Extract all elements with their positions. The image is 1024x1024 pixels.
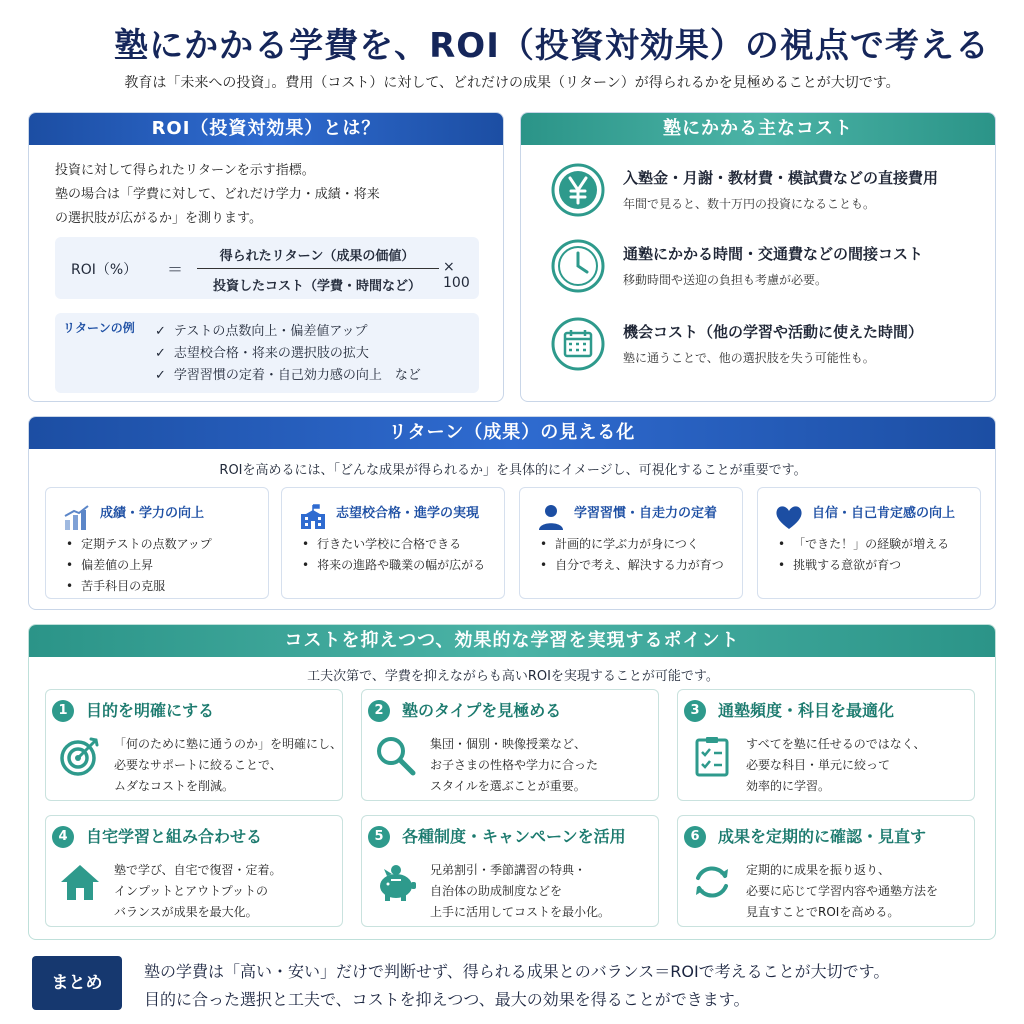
return-card-habits xyxy=(519,487,743,599)
point-line: 必要な科目・単元に絞って xyxy=(746,758,891,772)
formula-multiplier: × 100 xyxy=(443,259,470,291)
return-title: 学習習慣・自走力の定着 xyxy=(574,506,718,521)
point-title: 目的を明確にする xyxy=(86,701,215,720)
point-line: 必要なサポートに絞ることで、 xyxy=(114,758,282,772)
roi-description xyxy=(55,159,380,231)
return-item: • 挑戦する意欲が育つ xyxy=(778,555,949,576)
point-line: 塾で学び、自宅で復習・定着。 xyxy=(114,863,282,877)
point-number: 6 xyxy=(684,826,706,848)
points-lead: 工夫次第で、学費を抑えながらも高いROIを実現することが可能です。 xyxy=(307,669,719,684)
return-item: • 自分で考え、解決する力が育つ xyxy=(540,555,724,576)
cost-item-direct xyxy=(551,163,981,223)
piggy-bank-icon xyxy=(374,860,418,904)
example-item: ✓ テストの点数向上・偏差値アップ xyxy=(155,321,421,343)
cost-title: 入塾金・月謝・教材費・模試費などの直接費用 xyxy=(623,169,939,187)
return-item: • 偏差値の上昇 xyxy=(66,555,212,576)
point-line: スタイルを選ぶことが重要。 xyxy=(430,779,586,793)
point-title: 塾のタイプを見極める xyxy=(402,701,562,720)
point-number: 5 xyxy=(368,826,390,848)
school-icon xyxy=(298,502,328,532)
point-card-3 xyxy=(677,689,975,801)
clock-icon xyxy=(551,239,605,293)
return-card-admission xyxy=(281,487,505,599)
cost-item-opportunity xyxy=(551,317,981,377)
roi-formula xyxy=(55,237,479,299)
point-line: すべてを塾に任せるのではなく、 xyxy=(746,737,926,751)
yen-icon xyxy=(551,163,605,217)
point-line: 兄弟割引・季節講習の特典・ xyxy=(430,863,587,877)
point-card-6 xyxy=(677,815,975,927)
return-title: 志望校合格・進学の実現 xyxy=(336,506,480,521)
point-text xyxy=(746,860,938,923)
summary-line: 目的に合った選択と工夫で、コストを抑えつつ、最大の効果を得ることができます。 xyxy=(144,990,750,1009)
checklist-icon xyxy=(690,734,734,778)
return-title: 自信・自己肯定感の向上 xyxy=(812,506,956,521)
summary-line: 塾の学費は「高い・安い」だけで判断せず、得られる成果とのバランス＝ROIで考えることが大切です。 xyxy=(144,962,890,981)
return-item: • 行きたい学校に合格できる xyxy=(302,534,485,555)
magnifier-icon xyxy=(374,734,418,778)
roi-panel xyxy=(28,112,504,402)
cost-text: 年間で見ると、数十万円の投資になることも。 xyxy=(623,197,876,211)
roi-desc-line: 投資に対して得られたリターンを示す指標。 xyxy=(55,163,315,178)
return-item: • 「できた！」の経験が増える xyxy=(778,534,949,555)
point-line: 定期的に成果を振り返り、 xyxy=(746,863,891,877)
return-list xyxy=(302,534,485,576)
roi-heading: ROI（投資対効果）とは？ xyxy=(29,113,503,145)
point-line: バランスが成果を最大化。 xyxy=(114,905,258,919)
cost-panel xyxy=(520,112,996,402)
point-card-4 xyxy=(45,815,343,927)
point-line: 効率的に学習。 xyxy=(746,779,831,793)
cost-text: 塾に通うことで、他の選択肢を失う可能性も。 xyxy=(623,351,875,365)
formula-label: ROI（%） xyxy=(71,262,138,278)
example-item: ✓ 志望校合格・将来の選択肢の拡大 xyxy=(155,343,421,365)
target-icon xyxy=(58,734,102,778)
point-line: お子さまの性格や学力に合った xyxy=(430,758,599,772)
return-card-confidence xyxy=(757,487,981,599)
points-panel xyxy=(28,624,996,940)
point-text xyxy=(746,734,926,797)
returns-panel xyxy=(28,416,996,610)
roi-desc-line: の選択肢が広がるか」を測ります。 xyxy=(55,211,262,226)
point-text xyxy=(430,860,610,923)
point-title: 通塾頻度・科目を最適化 xyxy=(718,701,895,720)
page-title: 塾にかかる学費を、ROI（投資対効果）の視点で考える xyxy=(114,26,990,66)
point-line: ムダなコストを削減。 xyxy=(114,779,235,793)
return-item: • 計画的に学ぶ力が身につく xyxy=(540,534,724,555)
formula-numerator: 得られたリターン（成果の価値） xyxy=(219,249,415,264)
return-item: • 苦手科目の克服 xyxy=(66,576,212,597)
formula-denominator: 投資したコスト（学費・時間など） xyxy=(212,279,421,294)
cost-text: 移動時間や送迎の負担も考慮が必要。 xyxy=(623,273,828,287)
bar-chart-icon xyxy=(62,502,92,532)
point-card-1 xyxy=(45,689,343,801)
returns-lead: ROIを高めるには、「どんな成果が得られるか」を具体的にイメージし、可視化することが重要です。 xyxy=(219,463,807,478)
example-item: ✓ 学習習慣の定着・自己効力感の向上 など xyxy=(155,365,421,387)
cost-heading: 塾にかかる主なコスト xyxy=(521,113,995,145)
point-line: 「何のために塾に通うのか」を明確にし、 xyxy=(114,737,343,751)
return-list xyxy=(66,534,212,597)
point-number: 3 xyxy=(684,700,706,722)
return-item: • 定期テストの点数アップ xyxy=(66,534,212,555)
point-line: 必要に応じて学習内容や通塾方法を xyxy=(746,884,939,898)
heart-icon xyxy=(774,502,804,532)
return-title: 成績・学力の向上 xyxy=(100,506,205,521)
point-title: 成果を定期的に確認・見直す xyxy=(718,827,927,846)
point-line: 上手に活用してコストを最小化。 xyxy=(430,905,611,919)
cost-title: 通塾にかかる時間・交通費などの間接コスト xyxy=(623,245,924,263)
return-examples xyxy=(55,313,479,393)
point-title: 自宅学習と組み合わせる xyxy=(86,827,263,846)
point-line: 見直すことでROIを高める。 xyxy=(746,905,900,919)
roi-desc-line: 塾の場合は「学費に対して、どれだけ学力・成績・将来 xyxy=(55,187,380,202)
point-number: 1 xyxy=(52,700,74,722)
point-text xyxy=(430,734,598,797)
point-card-5 xyxy=(361,815,659,927)
returns-heading: リターン（成果）の見える化 xyxy=(29,417,995,449)
point-line: 集団・個別・映像授業など、 xyxy=(430,737,587,751)
refresh-icon xyxy=(690,860,734,904)
point-line: インプットとアウトプットの xyxy=(114,884,268,898)
point-number: 2 xyxy=(368,700,390,722)
person-icon xyxy=(536,502,566,532)
point-title: 各種制度・キャンペーンを活用 xyxy=(402,827,626,846)
point-text xyxy=(114,734,342,797)
points-heading: コストを抑えつつ、効果的な学習を実現するポイント xyxy=(29,625,995,657)
point-card-2 xyxy=(361,689,659,801)
house-icon xyxy=(58,860,102,904)
point-text xyxy=(114,860,282,923)
calendar-icon xyxy=(551,317,605,371)
examples-list xyxy=(155,321,421,387)
point-number: 4 xyxy=(52,826,74,848)
cost-title: 機会コスト（他の学習や活動に使えた時間） xyxy=(623,323,924,341)
formula-equals: ＝ xyxy=(167,260,184,279)
examples-label: リターンの例 xyxy=(63,321,135,335)
return-list xyxy=(540,534,724,576)
formula-fraction-bar xyxy=(197,268,439,269)
cost-item-indirect xyxy=(551,239,981,299)
summary-badge: まとめ xyxy=(32,956,122,1010)
page-subtitle: 教育は「未来への投資」。費用（コスト）に対して、どれだけの成果（リターン）が得られるかを見極めることが大切です。 xyxy=(124,75,900,91)
return-item: • 将来の進路や職業の幅が広がる xyxy=(302,555,485,576)
return-card-grades xyxy=(45,487,269,599)
point-line: 自治体の助成制度などを xyxy=(430,884,563,898)
return-list xyxy=(778,534,949,576)
summary-text xyxy=(144,958,889,1014)
